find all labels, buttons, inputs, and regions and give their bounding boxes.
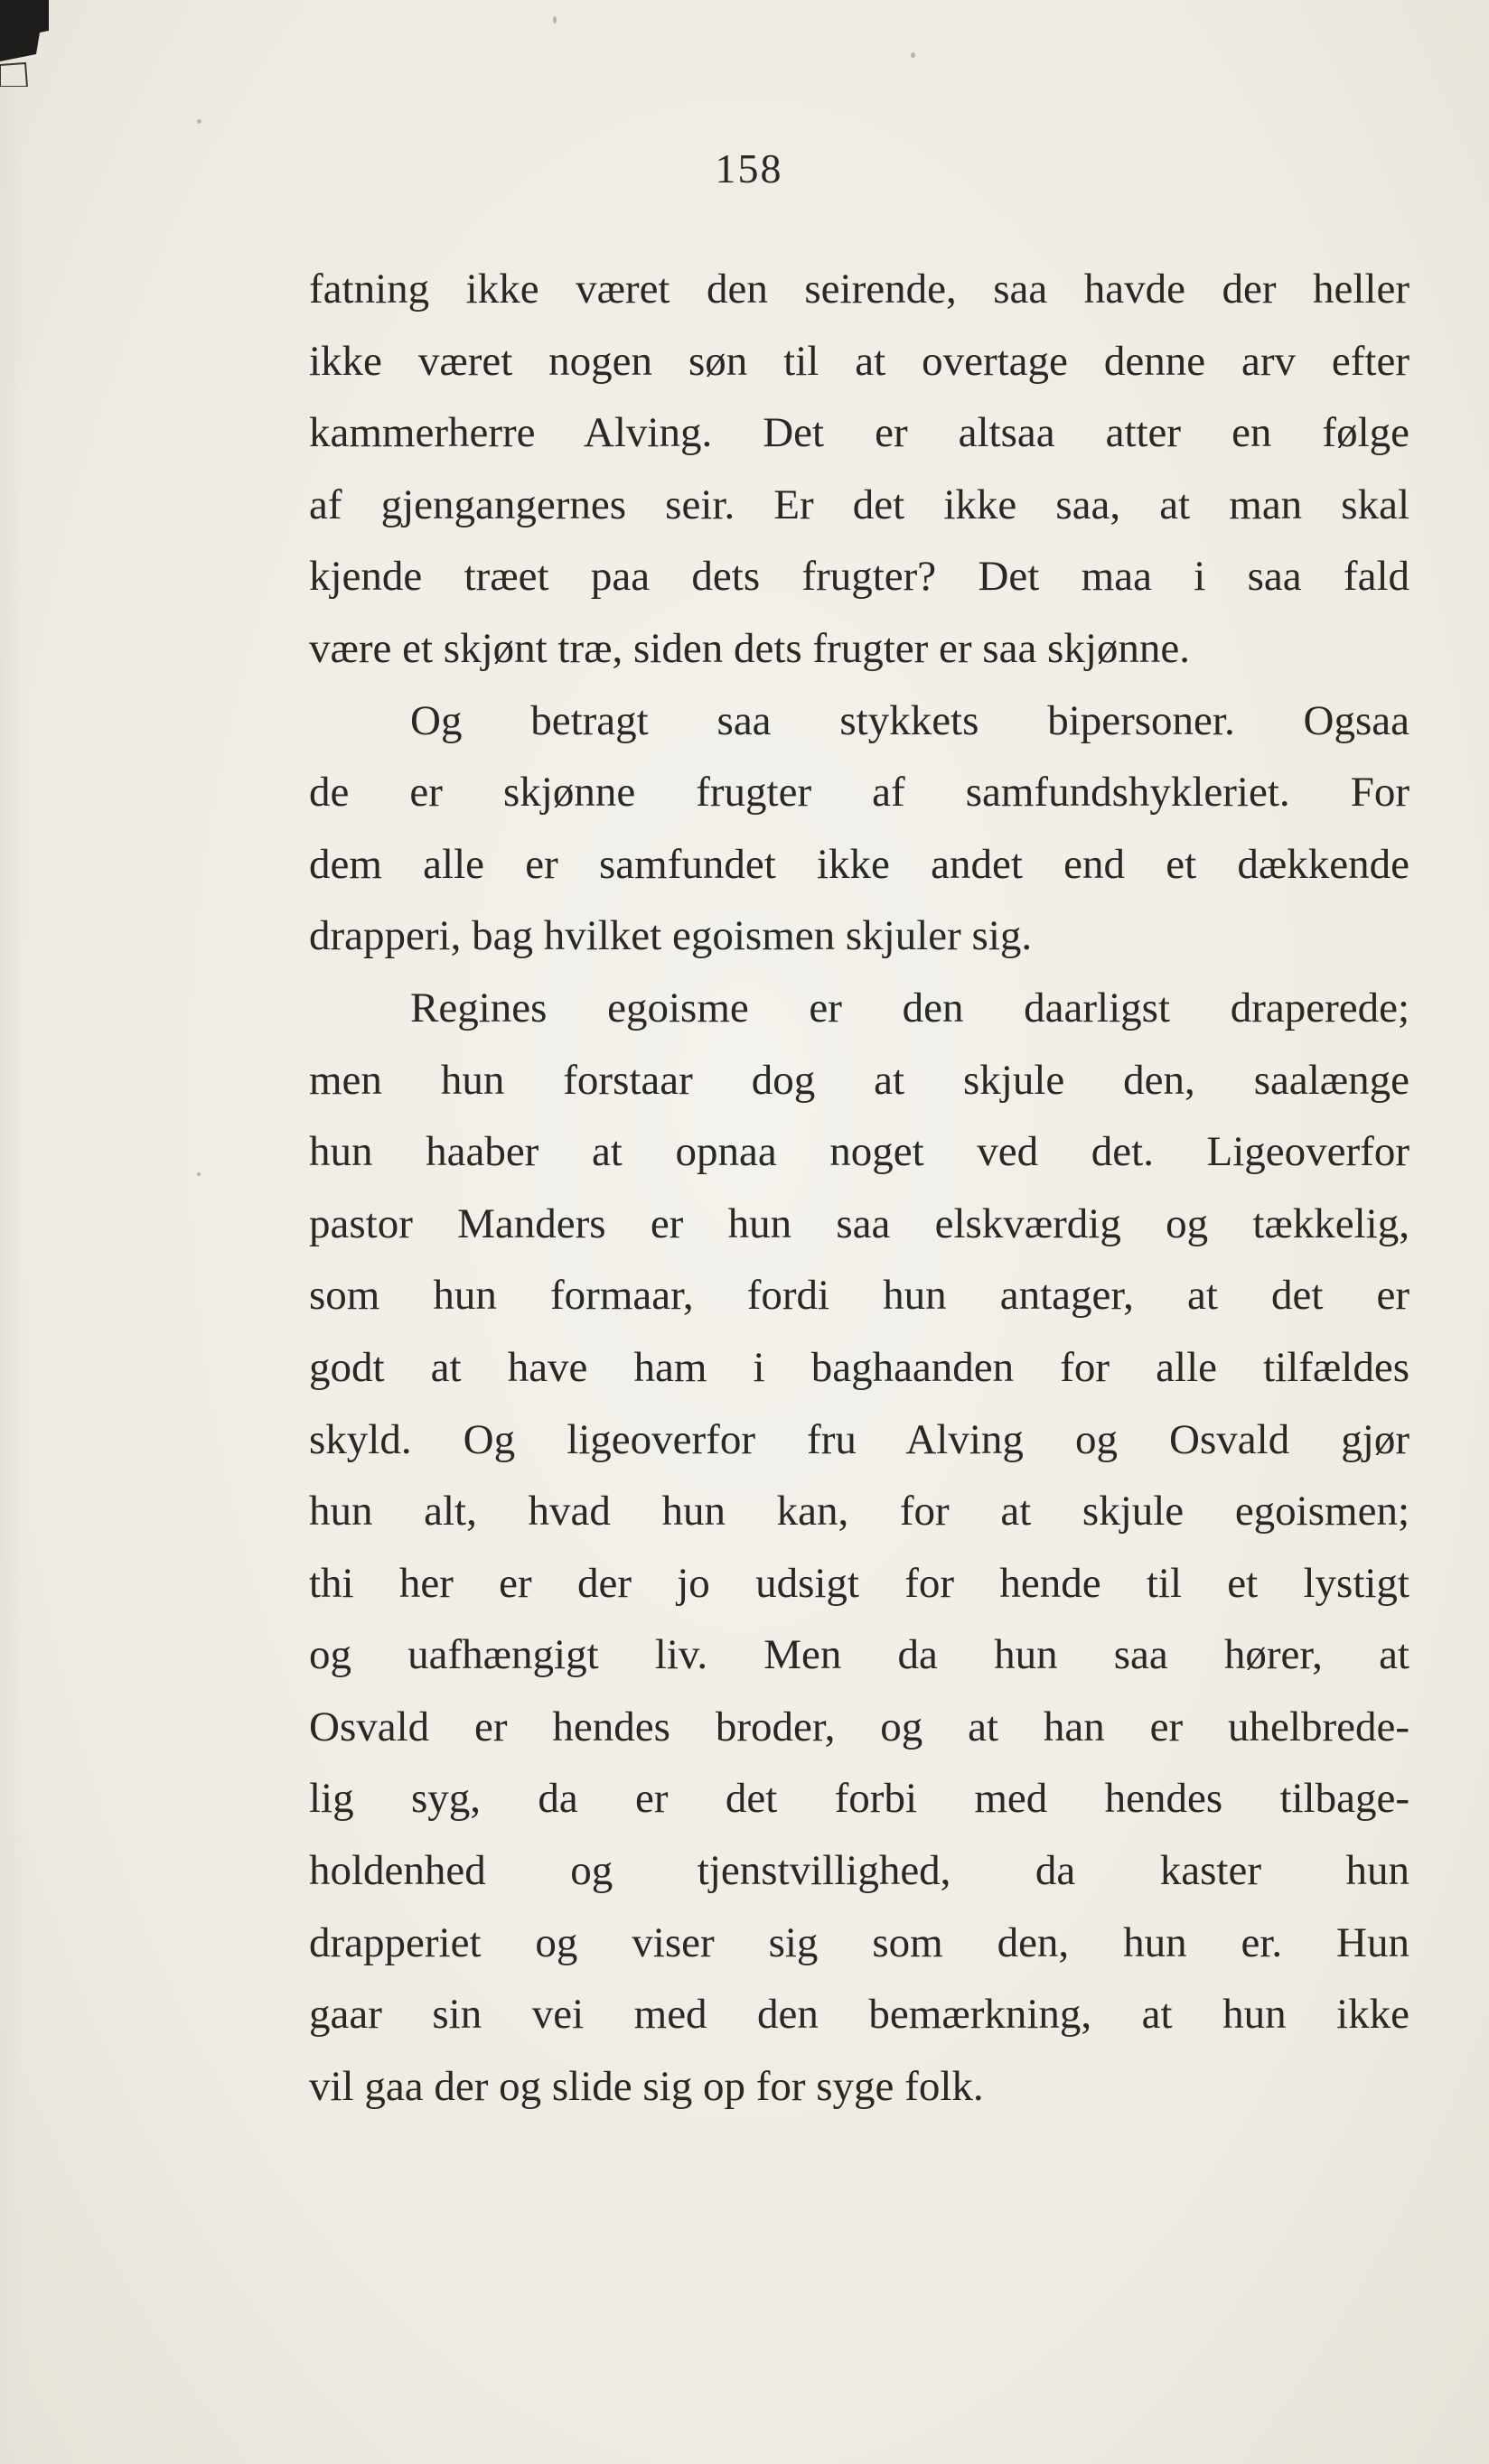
text-line: thi her er der jo udsigt for hende til et lystigt <box>309 1559 1409 1607</box>
text-line: skyld. Og ligeoverfor fru Alving og Osvald gjør <box>309 1415 1409 1463</box>
text-line: holdenhed og tjenstvillighed, da kaster hun <box>309 1847 1409 1895</box>
text-line: hun alt, hvad hun kan, for at skjule egoismen; <box>309 1488 1409 1535</box>
text-line: og uafhængigt liv. Men da hun saa hører, at <box>309 1631 1409 1679</box>
paragraph <box>309 973 1409 2123</box>
text-line: vil gaa der og slide sig op for syge folk. <box>309 2062 984 2110</box>
text-line: Regines egoisme er den daarligst draperede; <box>410 984 1409 1031</box>
text-line: være et skjønt træ, siden dets frugter er saa skjønne. <box>309 624 1191 672</box>
text-line: lig syg, da er det forbi med hendes tilbage- <box>309 1775 1409 1823</box>
text-line: kjende træet paa dets frugter? Det maa i saa fald <box>309 553 1409 601</box>
text-line: Osvald er hendes broder, og at han er uhelbrede- <box>309 1703 1409 1750</box>
text-line: de er skjønne frugter af samfundshykleriet. For <box>309 769 1409 817</box>
text-line: dem alle er samfundet ikke andet end et dækkende <box>309 840 1409 888</box>
text-line: gaar sin vei med den bemærkning, at hun ikke <box>309 1991 1409 2039</box>
text-line: Og betragt saa stykkets bipersoner. Ogsaa <box>410 696 1409 744</box>
text-line: af gjengangernes seir. Er det ikke saa, at man skal <box>309 481 1409 528</box>
page-edge-shadow <box>0 0 25 2464</box>
paragraph <box>309 254 1409 686</box>
paper-speck <box>911 52 915 58</box>
page-number: 158 <box>715 145 783 191</box>
binding-corner-mark <box>0 0 52 87</box>
paper-speck <box>553 16 557 23</box>
text-line: men hun forstaar dog at skjule den, saalænge <box>309 1056 1409 1104</box>
text-line: pastor Manders er hun saa elskværdig og tækkelig, <box>309 1199 1409 1247</box>
text-line: drapperiet og viser sig som den, hun er. Hun <box>309 1918 1409 1966</box>
paper-speck <box>197 119 201 124</box>
text-line: godt at have ham i baghaanden for alle tilfældes <box>309 1343 1409 1391</box>
paper-speck <box>197 1172 201 1176</box>
text-line: kammerherre Alving. Det er altsaa atter en følge <box>309 409 1409 457</box>
text-line: drapperi, bag hvilket egoismen skjuler sig. <box>309 912 1033 960</box>
text-line: som hun formaar, fordi hun antager, at det er <box>309 1272 1409 1320</box>
text-line: hun haaber at opnaa noget ved det. Ligeoverfor <box>309 1128 1409 1176</box>
body-text <box>309 254 1409 2123</box>
text-line: ikke været nogen søn til at overtage denne arv efter <box>309 337 1409 385</box>
paragraph <box>309 686 1409 973</box>
text-line: fatning ikke været den seirende, saa havde der heller <box>309 266 1409 313</box>
